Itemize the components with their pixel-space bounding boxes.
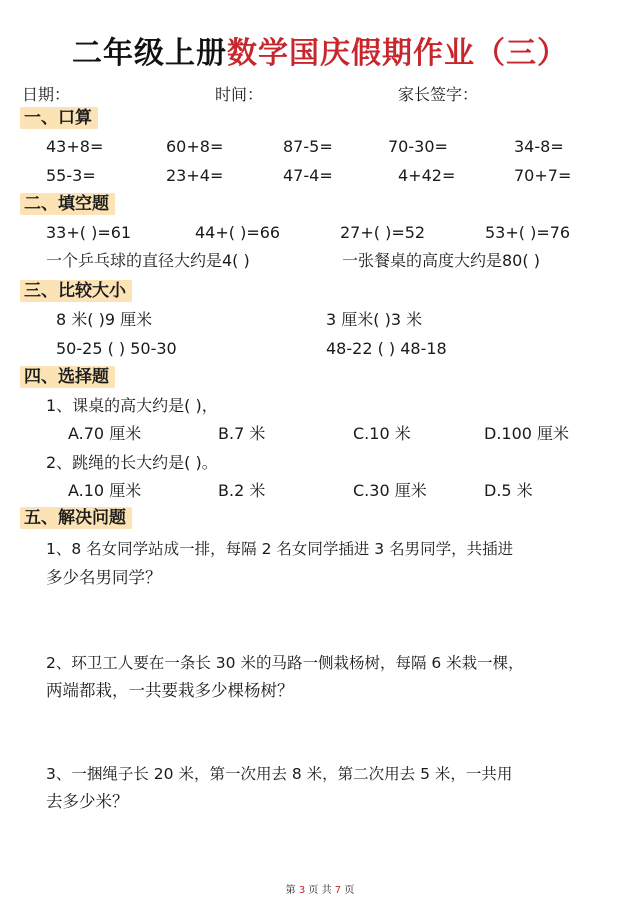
title-grade: 二年级上册 (72, 36, 227, 71)
parent-sign-label: 家长签字： (398, 85, 479, 104)
choice-option: B.7 米 (218, 424, 266, 443)
footer-total-pages: 7 (334, 885, 342, 896)
choice-question: 2、跳绳的长大约是( )。 (46, 453, 218, 472)
oral-item: 60+8= (166, 137, 224, 156)
section-header-oral: 一、口算 (20, 107, 98, 129)
page-footer (0, 881, 640, 896)
title-subject: 数学国庆假期作业（三） (227, 36, 568, 71)
section-header-compare: 三、比较大小 (20, 280, 132, 302)
choice-question: 1、课桌的高大约是( )， (46, 396, 218, 415)
date-label: 日期： (22, 85, 71, 104)
choice-option: D.5 米 (484, 481, 533, 500)
oral-item: 55-3= (46, 166, 96, 185)
footer-suffix: 页 (341, 885, 355, 896)
fill-item: 一张餐桌的高度大约是80( ) (342, 251, 540, 270)
oral-item: 70-30= (388, 137, 448, 156)
problem-3-line-2: 去多少米？ (46, 792, 129, 811)
section-header-fill: 二、填空题 (20, 193, 115, 215)
compare-item: 48-22 ( ) 48-18 (326, 339, 447, 358)
footer-page-number: 3 (298, 885, 306, 896)
time-label: 时间： (215, 85, 264, 104)
problem-2-line-1: 2、环卫工人要在一条长 30 米的马路一侧栽杨树，每隔 6 米栽一棵， (46, 654, 524, 672)
footer-prefix: 第 (285, 885, 299, 896)
oral-item: 70+7= (514, 166, 572, 185)
choice-option: C.10 米 (353, 424, 411, 443)
oral-item: 43+8= (46, 137, 104, 156)
oral-item: 47-4= (283, 166, 333, 185)
problem-1-line-2: 多少名男同学？ (46, 568, 162, 587)
choice-option: B.2 米 (218, 481, 266, 500)
section-header-problems: 五、解决问题 (20, 507, 132, 529)
problem-2-line-2: 两端都栽，一共要栽多少棵杨树？ (46, 681, 294, 700)
choice-option: C.30 厘米 (353, 481, 427, 500)
page-title (0, 30, 640, 78)
fill-item: 33+( )=61 (46, 223, 132, 242)
choice-option: A.10 厘米 (68, 481, 142, 500)
choice-option: D.100 厘米 (484, 424, 570, 443)
oral-item: 87-5= (283, 137, 333, 156)
fill-item: 一个乒乓球的直径大约是4( ) (46, 251, 250, 270)
section-header-choice: 四、选择题 (20, 366, 115, 388)
fill-item: 44+( )=66 (195, 223, 281, 242)
oral-item: 23+4= (166, 166, 224, 185)
fill-item: 27+( )=52 (340, 223, 426, 242)
problem-1-line-1: 1、8 名女同学站成一排，每隔 2 名女同学插进 3 名男同学，共插进 (46, 540, 514, 558)
compare-item: 8 米( )9 厘米 (56, 310, 153, 329)
oral-item: 34-8= (514, 137, 564, 156)
compare-item: 50-25 ( ) 50-30 (56, 339, 177, 358)
choice-option: A.70 厘米 (68, 424, 142, 443)
fill-item: 53+( )=76 (485, 223, 571, 242)
compare-item: 3 厘米( )3 米 (326, 310, 423, 329)
footer-middle: 页 共 (305, 885, 335, 896)
oral-item: 4+42= (398, 166, 456, 185)
problem-3-line-1: 3、一捆绳子长 20 米，第一次用去 8 米，第二次用去 5 米，一共用 (46, 765, 513, 783)
